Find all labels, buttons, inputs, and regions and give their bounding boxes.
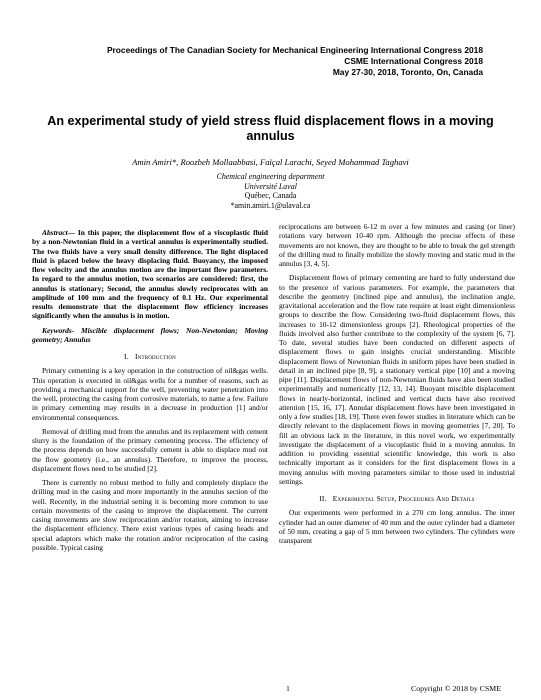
section-title: Experimental Setup, Procedures And Details [332, 494, 475, 503]
affiliation-univ: Université Laval [244, 181, 297, 191]
body-paragraph: Primary cementing is a key operation in the construction of oil&gas wells. This operation is executed in oil&gas wells for a number of reasons, such as providing a mechanical support for the well, preventing water penetration into the well, protecting the casing from corrosive materials, to name a few. Failure in primary cementing may results in a decrease in production [1] and/or environmental consequences. [32, 366, 268, 422]
page-number: 1 [286, 684, 290, 693]
affiliation-email: *amin.amiri.1@ulaval.ca [230, 200, 311, 210]
body-paragraph: Removal of drilling mud from the annulus and its replacement with cement slurry is the foundation of the primary cementing process. The efficiency of the process depends on how successfully cement is able to displace mud out the flow geometry (i.e., an annulus). Therefore, to improve the process, displacement flows need to be studied [2]. [32, 426, 268, 473]
abstract [32, 228, 268, 321]
header-line-3: May 27-30, 2018, Toronto, On, Canada [332, 67, 483, 77]
abstract-label: Abstract— [42, 228, 76, 237]
body-paragraph: There is currently no robust method to fully and completely displace the drilling mud in the casing and more importantly in the annulus section of the well. Recently, in the industrial setting it is becoming more common to use certain movements of the casing to improve the displacement. The current casing movements are slow reciprocation and/or rotation, aiming to increase the displacement efficiency. There exist various types of casing heads and special adaptors which make the rotation and/or reciprocation of the casing possible. Typical casing [32, 478, 268, 552]
section-heading-experimental [279, 494, 515, 503]
right-column [279, 222, 515, 550]
section-heading-introduction [32, 352, 268, 361]
section-title: Introduction [134, 352, 176, 361]
affiliation-city: Québec, Canada [244, 191, 297, 201]
left-column [32, 228, 268, 557]
body-paragraph: reciprocations are between 6-12 m over a few minutes and casing (or liner) rotations vary between 10-40 rpm. Although the precise effects of these movements are not known, they are thought to be able to break the gel strength of the drilling mud to finally mobilize the slowly moving and static mud in the annulus [3, 4, 5]. [279, 222, 515, 268]
affiliation-dept: Chemical engineering department [216, 172, 325, 181]
author-list: Amin Amiri*, Roozbeh Mollaabbasi, Faïçal Larachi, Seyed Mohammad Taghavi [132, 157, 409, 167]
section-number: II. [319, 494, 327, 503]
section-number: I. [124, 352, 129, 361]
header-line-1: Proceedings of The Canadian Society for Mechanical Engineering International Congress 2018 [106, 45, 483, 55]
paper-title: An experimental study of yield stress fluid displacement flows in a moving annulus [47, 114, 494, 143]
header-line-2: CSME International Congress 2018 [344, 56, 483, 66]
affiliation-block [40, 172, 501, 210]
body-paragraph: Displacement flows of primary cementing are hard to fully understand due to the presence of various parameters. For example, the parameters that describe the geometry (inclined pipe and annulus), the inclination angle, gravitational acceleration and the flow rate require at least eight dimensionless groups to describe the flow. Considering two-fluid displacement flows, this increases to 10-12 dimensionless groups [2]. Rheological properties of the fluids involved also further contribute to the complexity of the system [6, 7]. To date, several studies have been conducted on different aspects of displacement flows to gain insights crucial understanding. Miscible displacement flows of Newtonian fluids in uniform pipes have been studied in detail in an inclined pipe [8, 9], a stationary vertical pipe [10] and a moving pipe [11]. Displacement flows of non-Newtonian fluids have also been studied experimentally and numerically [12, 13, 14]. Buoyant miscible displacement flows in nearly-horizontal, inclined and vertical ducts have also received attention [15, 16, 17]. Annular displacement flows have been investigated in only a few studies [18, 19]. There even fewer studies in literature which can be directly relevant to the displacement flows in moving geometries [7, 20]. To fill an obvious lack in the literature, in this novel work, we experimentally investigate the displacement of a viscoplastic fluid in a moving annulus. In addition to providing essential scientific knowledge, this work is also technically important as it considers for the first displacement flows in a moving annulus with moving parameters similar to those used in industrial settings. [279, 273, 515, 486]
body-paragraph: Our experiments were performed in a 270 cm long annulus. The inner cylinder had an outer diameter of 40 mm and the outer cylinder had a diameter of 50 mm, creating a gap of 5 mm between two cylinders. The cylinders were transparent [279, 508, 515, 545]
copyright-notice: Copyright © 2018 by CSME [411, 684, 501, 693]
keywords: Keywords- Miscible displacement flows; Non-Newtonian; Moving geometry; Annulus [32, 325, 268, 344]
proceedings-header [107, 45, 483, 78]
abstract-text: In this paper, the displacement flow of a viscoplastic fluid by a non-Newtonian fluid in a vertical annulus is experimentally studied. The two fluids have a very small density difference. The light displaced fluid is placed below the heavy displacing fluid. Buoyancy, the imposed flow velocity and the annulus motion are the important flow parameters. In regard to the annulus motion, two scenarios are considered: first, the annulus is stationary; Second, the annulus slowly reciprocates with an amplitude of 100 mm and the frequency of 0.1 Hz. Our experimental results demonstrate that the displacement flow efficiency increases significantly when the annulus is in motion. [32, 228, 268, 321]
